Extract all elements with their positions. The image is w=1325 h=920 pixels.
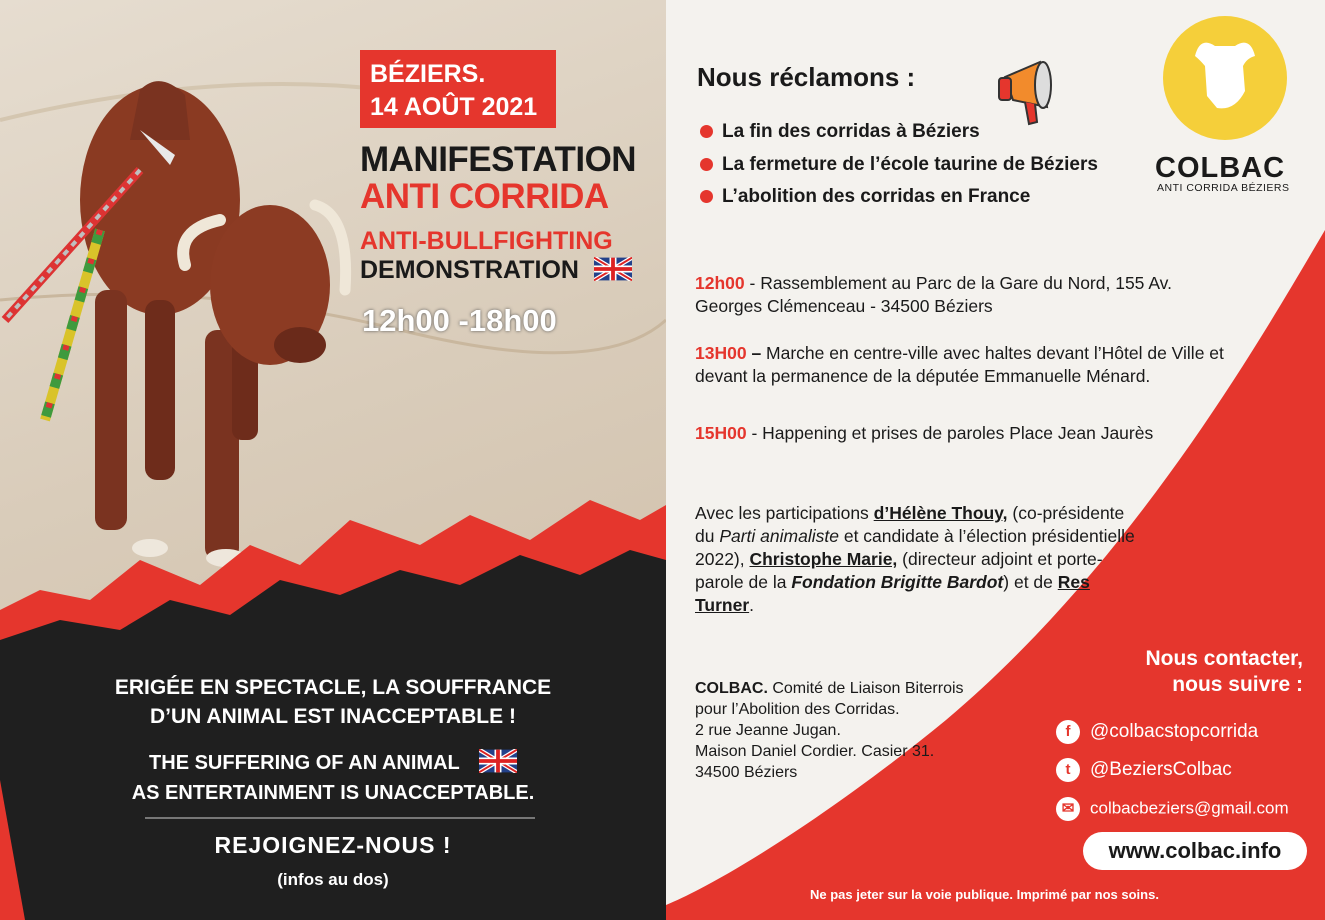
footer-note: Ne pas jeter sur la voie publique. Imprimé par nos soins. bbox=[810, 887, 1159, 902]
title-demonstration: DEMONSTRATION bbox=[360, 256, 579, 284]
address-org: COLBAC. bbox=[695, 680, 768, 697]
logo-subtitle: ANTI CORRIDA BÉZIERS bbox=[1157, 182, 1290, 194]
title-anti-corrida: ANTI CORRIDA bbox=[360, 177, 609, 216]
megaphone-icon bbox=[995, 52, 1067, 130]
participant-res-turner: Res Turner bbox=[695, 572, 1090, 615]
bullet-icon bbox=[700, 190, 713, 203]
slogan-divider bbox=[145, 817, 535, 819]
schedule-time: 15H00 bbox=[695, 423, 747, 443]
twitter-link[interactable]: t @BeziersColbac bbox=[1056, 758, 1232, 782]
schedule-time: 13H00 bbox=[695, 343, 747, 363]
event-date-box bbox=[360, 50, 556, 128]
event-date: 14 AOÛT 2021 bbox=[370, 93, 538, 121]
twitter-icon: t bbox=[1056, 758, 1080, 782]
contact-title: Nous contacter, nous suivre : bbox=[1145, 647, 1303, 696]
demand-item-3: L’abolition des corridas en France bbox=[700, 186, 1030, 208]
participant-christophe-marie: Christophe Marie, bbox=[749, 549, 898, 569]
schedule-text: Marche en centre-ville avec haltes devant l’Hôtel de Ville et devant la permanence de la députée Emmanuelle Ménard. bbox=[695, 343, 1224, 386]
bullet-icon bbox=[700, 125, 713, 138]
facebook-link[interactable]: f @colbacstopcorrida bbox=[1056, 720, 1258, 744]
uk-flag-icon-2 bbox=[479, 749, 517, 773]
slogan-en-line1-row bbox=[0, 748, 666, 778]
title-manifestation: MANIFESTATION bbox=[360, 140, 637, 179]
participants-paragraph: Avec les participations d’Hélène Thouy, (co-présidente du Parti animaliste et candidate à l’élection présidentielle 2022), Christophe Marie, (directeur adjoint et porte-parole de la Fondation Brigitte Bardot) et de Res Turner. bbox=[695, 503, 1135, 615]
schedule-text: Happening et prises de paroles Place Jean Jaurès bbox=[762, 423, 1154, 443]
bullet-icon bbox=[700, 158, 713, 171]
join-info: (infos au dos) bbox=[277, 870, 389, 889]
schedule-item-1: 12h00 - Rassemblement au Parc de la Gare du Nord, 155 Av. Georges Clémenceau - 34500 Béziers bbox=[695, 273, 1172, 316]
title-demonstration-row bbox=[360, 256, 632, 285]
schedule-text: Rassemblement au Parc de la Gare du Nord, 155 Av. Georges Clémenceau - 34500 Béziers bbox=[695, 273, 1172, 316]
postal-address: COLBAC. Comité de Liaison Biterrois pour l’Abolition des Corridas. 2 rue Jeanne Jugan. Maison Daniel Cordier. Casier 31. 34500 Béziers bbox=[695, 680, 964, 781]
participant-helene-thouy: d’Hélène Thouy, bbox=[873, 503, 1008, 523]
event-city: BÉZIERS. bbox=[370, 60, 486, 88]
join-us: REJOIGNEZ-NOUS ! bbox=[214, 832, 452, 858]
facebook-icon: f bbox=[1056, 720, 1080, 744]
schedule-time: 12h00 bbox=[695, 273, 745, 293]
uk-flag-icon bbox=[594, 257, 632, 281]
slogan-fr-line1: ERIGÉE EN SPECTACLE, LA SOUFFRANCE bbox=[114, 676, 552, 699]
slogan-english bbox=[0, 748, 666, 808]
schedule-item-2: 13H00 – Marche en centre-ville avec haltes devant l’Hôtel de Ville et devant la permanence de la députée Emmanuelle Ménard. bbox=[695, 343, 1224, 386]
slogan-french bbox=[0, 673, 666, 731]
website-link[interactable]: www.colbac.info bbox=[1083, 832, 1307, 870]
demands-title: Nous réclamons : bbox=[697, 62, 916, 92]
colbac-bull-logo-icon bbox=[1155, 16, 1295, 141]
slogan-en-line2: AS ENTERTAINMENT IS UNACCEPTABLE. bbox=[131, 782, 535, 804]
title-anti-bullfighting: ANTI-BULLFIGHTING bbox=[360, 227, 613, 255]
demand-item-1: La fin des corridas à Béziers bbox=[700, 121, 980, 143]
schedule-item-3: 15H00 - Happening et prises de paroles Place Jean Jaurès bbox=[695, 423, 1154, 443]
email-link[interactable]: ✉ colbacbeziers@gmail.com bbox=[1056, 797, 1289, 821]
event-hours: 12h00 -18h00 bbox=[362, 303, 557, 338]
slogan-en-line1: THE SUFFERING OF AN ANIMAL bbox=[149, 752, 460, 774]
mail-icon: ✉ bbox=[1056, 797, 1080, 821]
demand-item-2: La fermeture de l’école taurine de Béziers bbox=[700, 154, 1098, 176]
logo-name: COLBAC bbox=[1155, 152, 1286, 184]
slogan-fr-line2: D’UN ANIMAL EST INACCEPTABLE ! bbox=[150, 705, 516, 728]
